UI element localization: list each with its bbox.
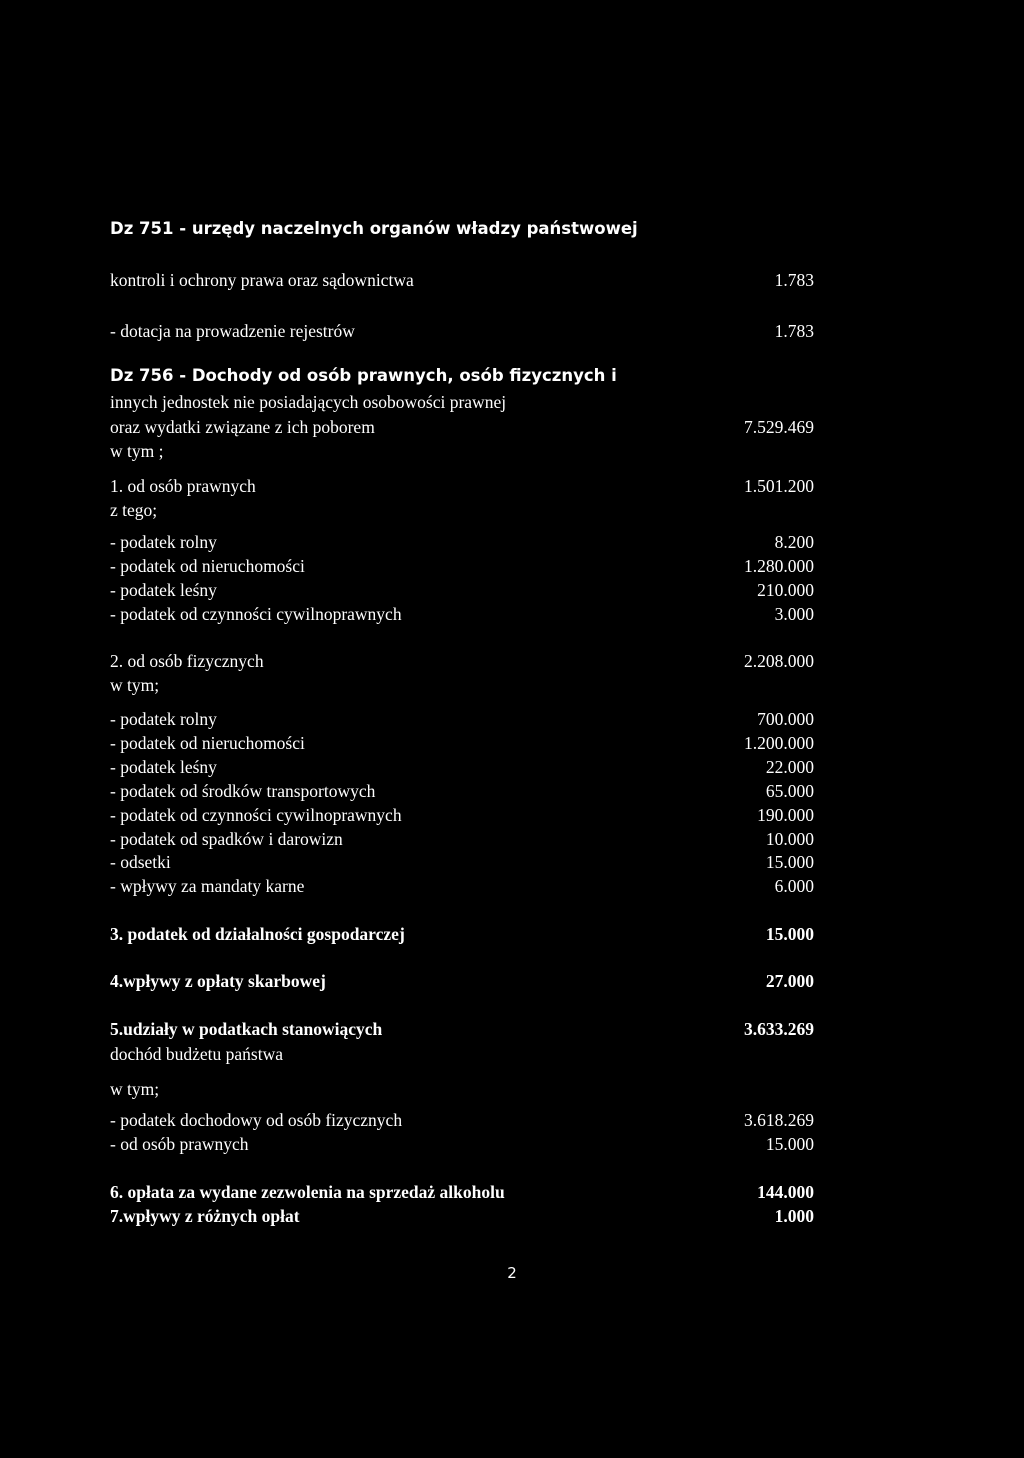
document-line: [110, 530, 910, 554]
document-line: [110, 874, 910, 898]
line-label: kontroli i ochrony prawa oraz sądownictwa: [110, 270, 414, 290]
document-line: [110, 649, 910, 673]
document-line: [110, 415, 910, 439]
document-line: [110, 217, 910, 241]
line-amount: 210.000: [757, 580, 814, 600]
line-amount: 15.000: [765, 852, 814, 872]
line-label: 4.wpływy z opłaty skarbowej: [110, 971, 326, 991]
document-line: [110, 731, 910, 755]
document-line: [110, 673, 910, 697]
document-line: [110, 319, 910, 343]
line-label: - podatek rolny: [110, 709, 217, 729]
line-amount: 10.000: [765, 829, 814, 849]
document-line: [110, 439, 910, 463]
document-line: [110, 578, 910, 602]
line-amount: 27.000: [765, 971, 814, 991]
line-amount: 1.501.200: [744, 476, 814, 496]
line-amount: 1.783: [774, 270, 814, 290]
line-label: - podatek od nieruchomości: [110, 556, 305, 576]
line-amount: 1.783: [774, 321, 814, 341]
line-label: w tym;: [110, 675, 160, 695]
line-amount: 65.000: [765, 781, 814, 801]
line-label: - podatek od czynności cywilnoprawnych: [110, 805, 402, 825]
line-amount: 700.000: [757, 709, 814, 729]
document-line: [110, 268, 910, 292]
line-label: Dz 751 - urzędy naczelnych organów władzy państwowej: [110, 219, 638, 238]
document-line: [110, 1108, 910, 1132]
line-label: 5.udziały w podatkach stanowiących: [110, 1019, 383, 1039]
line-amount: 3.633.269: [744, 1019, 814, 1039]
line-label: dochód budżetu państwa: [110, 1044, 284, 1064]
line-label: - odsetki: [110, 852, 171, 872]
document-line: [110, 498, 910, 522]
line-label: 1. od osób prawnych: [110, 476, 256, 496]
line-amount: 190.000: [757, 805, 814, 825]
line-amount: 6.000: [774, 876, 814, 896]
document-line: [110, 554, 910, 578]
document-line: [110, 779, 910, 803]
line-amount: 7.529.469: [744, 417, 814, 437]
document-line: [110, 1180, 910, 1204]
line-label: 3. podatek od działalności gospodarczej: [110, 924, 405, 944]
line-amount: 144.000: [757, 1182, 814, 1202]
line-label: - podatek od czynności cywilnoprawnych: [110, 604, 402, 624]
document-line: [110, 1204, 910, 1228]
document-line: [110, 755, 910, 779]
line-label: - podatek leśny: [110, 580, 217, 600]
page-number: 2: [507, 1264, 517, 1282]
document-line: [110, 1077, 910, 1101]
line-label: 6. opłata za wydane zezwolenia na sprzedaż alkoholu: [110, 1182, 505, 1202]
line-label: - podatek leśny: [110, 757, 217, 777]
line-amount: 2.208.000: [744, 651, 814, 671]
line-label: 2. od osób fizycznych: [110, 651, 264, 671]
line-label: - podatek od nieruchomości: [110, 733, 305, 753]
line-amount: 1.280.000: [744, 556, 814, 576]
document-line: [110, 922, 910, 946]
document-line: [110, 850, 910, 874]
line-amount: 3.000: [774, 604, 814, 624]
document-line: [110, 474, 910, 498]
line-label: Dz 756 - Dochody od osób prawnych, osób fizycznych i: [110, 366, 617, 385]
document-line: [110, 803, 910, 827]
document-line: [110, 1132, 910, 1156]
document-line: [110, 390, 910, 414]
line-label: - dotacja na prowadzenie rejestrów: [110, 321, 355, 341]
document-line: [110, 364, 910, 388]
line-amount: 3.618.269: [744, 1110, 814, 1130]
line-amount: 8.200: [774, 532, 814, 552]
document-line: [110, 707, 910, 731]
line-label: w tym;: [110, 1079, 160, 1099]
document-line: [110, 827, 910, 851]
line-amount: 1.200.000: [744, 733, 814, 753]
line-label: - podatek od spadków i darowizn: [110, 829, 343, 849]
line-amount: 22.000: [765, 757, 814, 777]
line-label: - podatek rolny: [110, 532, 217, 552]
line-amount: 1.000: [774, 1206, 814, 1226]
line-label: - wpływy za mandaty karne: [110, 876, 305, 896]
document-line: [110, 1017, 910, 1041]
line-amount: 15.000: [765, 1134, 814, 1154]
document-line: [110, 1042, 910, 1066]
line-label: 7.wpływy z różnych opłat: [110, 1206, 300, 1226]
line-amount: 15.000: [765, 924, 814, 944]
line-label: oraz wydatki związane z ich poborem: [110, 417, 375, 437]
line-label: - podatek dochodowy od osób fizycznych: [110, 1110, 403, 1130]
line-label: - podatek od środków transportowych: [110, 781, 376, 801]
line-label: innych jednostek nie posiadających osobowości prawnej: [110, 392, 507, 412]
line-label: w tym ;: [110, 441, 164, 461]
line-label: z tego;: [110, 500, 158, 520]
line-label: - od osób prawnych: [110, 1134, 249, 1154]
document-line: [110, 602, 910, 626]
document-line: [110, 969, 910, 993]
